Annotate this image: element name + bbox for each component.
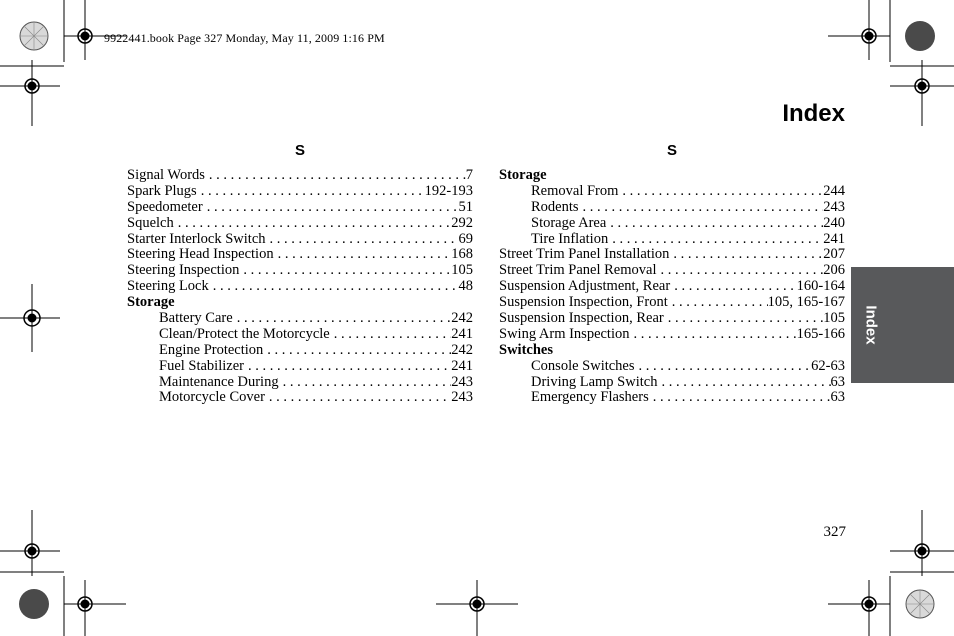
index-entry: Squelch . . . 292 (127, 216, 473, 232)
index-subentry: Engine Protection . . . 242 (127, 343, 473, 359)
index-group-heading: Storage (127, 294, 175, 311)
index-entry: Steering Lock . . . 48 (127, 279, 473, 295)
index-entry: Suspension Inspection, Rear . . . 105 (499, 311, 845, 327)
index-subentry: Fuel Stabilizer . . . 241 (127, 359, 473, 375)
index-subentry: Maintenance During . . . 243 (127, 375, 473, 391)
index-entry: Steering Head Inspection . . . 168 (127, 247, 473, 263)
index-entry: Street Trim Panel Removal . . . 206 (499, 263, 845, 279)
index-subentry: Emergency Flashers . . . 63 (499, 390, 845, 406)
index-entry: Signal Words . . . 7 (127, 168, 473, 184)
index-entry: Starter Interlock Switch . . . 69 (127, 232, 473, 248)
print-header: 9922441.book Page 327 Monday, May 11, 2009 1:16 PM (104, 31, 385, 45)
index-entry: Steering Inspection . . . 105 (127, 263, 473, 279)
index-subentry: Battery Care . . . 242 (127, 311, 473, 327)
index-group-heading: Storage (499, 167, 547, 183)
page-title: Index (782, 100, 845, 127)
index-entry: Speedometer . . . 51 (127, 200, 473, 216)
index-entry: Spark Plugs . . . 192-193 (127, 184, 473, 200)
column-letter: S (666, 142, 677, 159)
index-entry: Swing Arm Inspection . . . 165-166 (499, 327, 845, 343)
index-subentry: Storage Area . . . 240 (499, 216, 845, 232)
index-entry: Suspension Adjustment, Rear . . . 160-164 (499, 279, 845, 295)
index-subentry: Rodents . . . 243 (499, 200, 845, 216)
column-letter: S (294, 142, 305, 159)
index-subentry: Motorcycle Cover . . . 243 (127, 390, 473, 406)
page-number: 327 (823, 524, 846, 540)
index-subentry: Removal From . . . 244 (499, 184, 845, 200)
index-column-left (127, 140, 473, 406)
index-entry: Street Trim Panel Installation . . . 207 (499, 247, 845, 263)
index-subentry: Console Switches . . . 62-63 (499, 359, 845, 375)
index-subentry: Driving Lamp Switch . . . 63 (499, 375, 845, 391)
index-entry: Suspension Inspection, Front . . . 105, 165-167 (499, 295, 845, 311)
index-group-heading: Switches (499, 341, 553, 358)
side-tab-label: Index (862, 305, 880, 345)
index-column-right (499, 140, 845, 406)
index-subentry: Tire Inflation . . . 241 (499, 232, 845, 248)
index-side-tab (851, 267, 954, 383)
index-subentry: Clean/Protect the Motorcycle . . . 241 (127, 327, 473, 343)
